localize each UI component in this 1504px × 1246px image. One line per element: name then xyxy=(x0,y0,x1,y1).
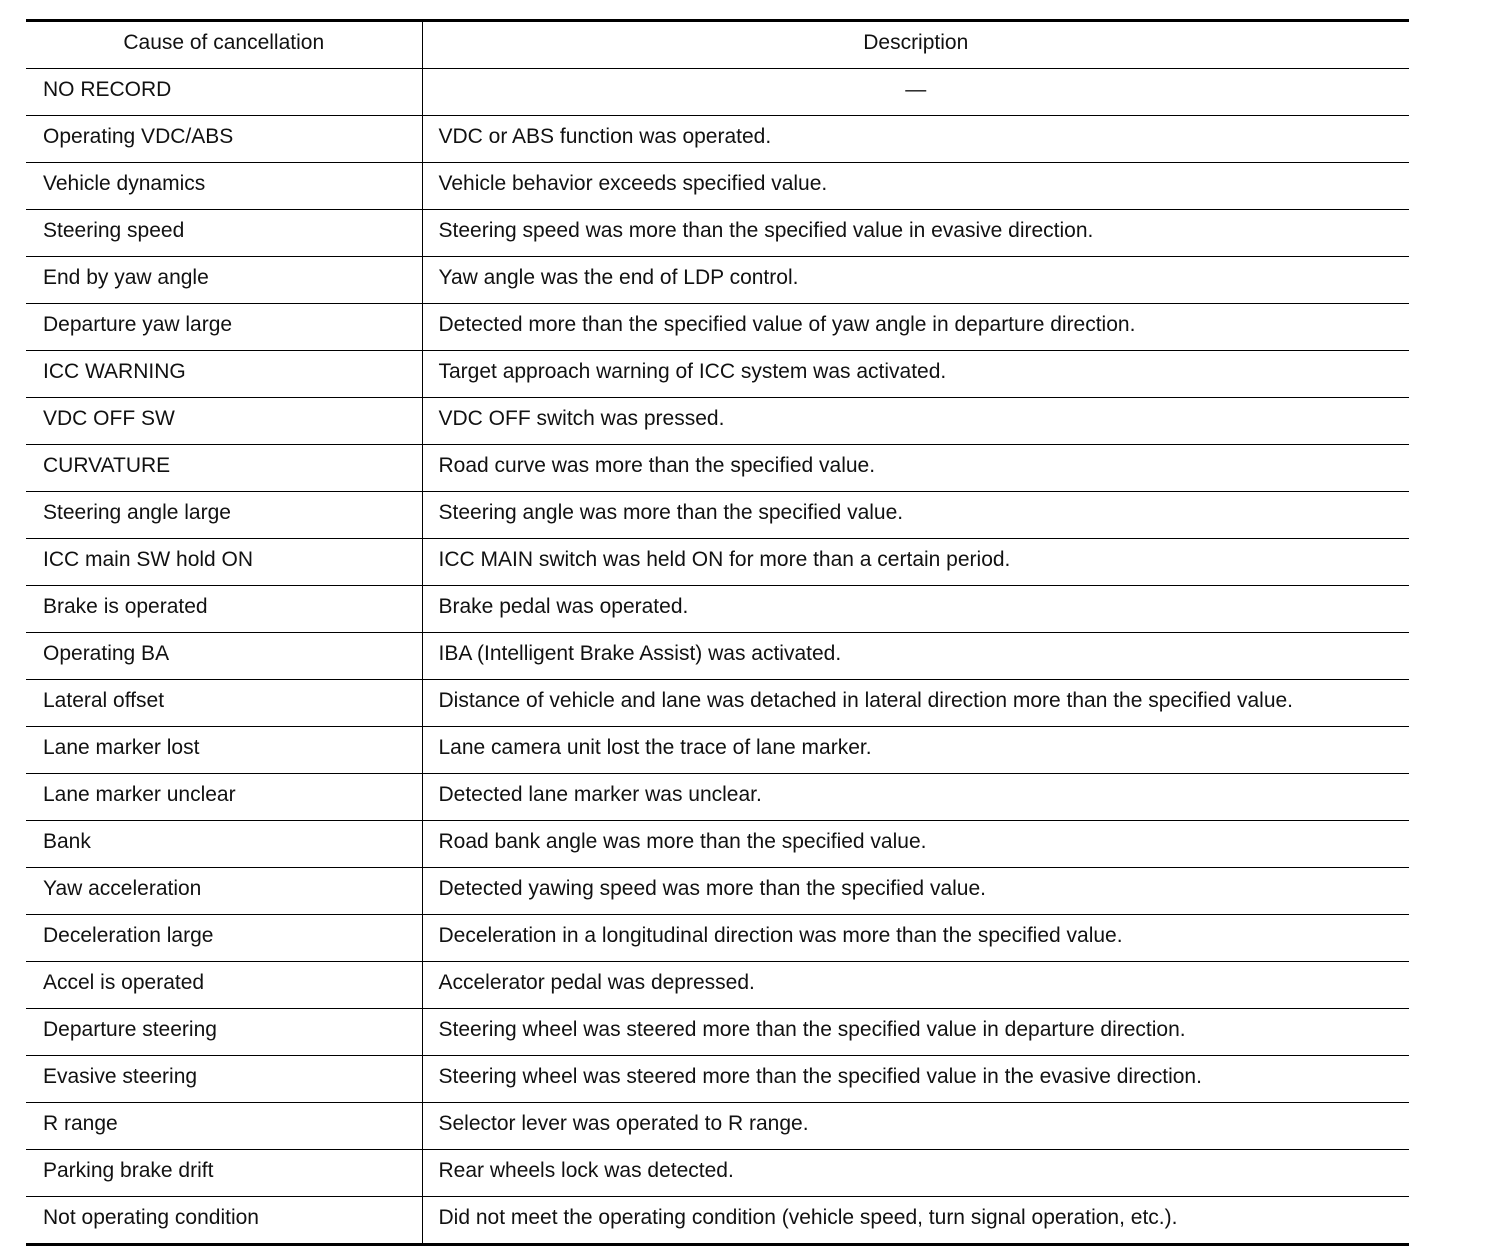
description-cell: Brake pedal was operated. xyxy=(422,586,1409,633)
cause-cell: Lane marker unclear xyxy=(26,774,422,821)
cause-cell: Deceleration large xyxy=(26,915,422,962)
description-cell: IBA (Intelligent Brake Assist) was activated. xyxy=(422,633,1409,680)
cause-cell: Vehicle dynamics xyxy=(26,163,422,210)
cause-cell: Departure yaw large xyxy=(26,304,422,351)
description-cell: Vehicle behavior exceeds specified value. xyxy=(422,163,1409,210)
description-cell: Selector lever was operated to R range. xyxy=(422,1103,1409,1150)
description-cell: Steering angle was more than the specified value. xyxy=(422,492,1409,539)
description-cell: Steering wheel was steered more than the specified value in departure direction. xyxy=(422,1009,1409,1056)
table-row xyxy=(26,633,1409,680)
description-cell: Detected lane marker was unclear. xyxy=(422,774,1409,821)
description-cell: Deceleration in a longitudinal direction was more than the specified value. xyxy=(422,915,1409,962)
table-row xyxy=(26,1197,1409,1245)
table-row xyxy=(26,680,1409,727)
cause-cell: Steering angle large xyxy=(26,492,422,539)
header-description: Description xyxy=(422,21,1409,69)
cause-cell: End by yaw angle xyxy=(26,257,422,304)
cause-cell: Brake is operated xyxy=(26,586,422,633)
table-row xyxy=(26,774,1409,821)
cause-cell: R range xyxy=(26,1103,422,1150)
cause-cell: Departure steering xyxy=(26,1009,422,1056)
table-row xyxy=(26,821,1409,868)
description-cell: Lane camera unit lost the trace of lane marker. xyxy=(422,727,1409,774)
table-header-row xyxy=(26,21,1409,69)
table-row xyxy=(26,1056,1409,1103)
description-cell: Detected more than the specified value of yaw angle in departure direction. xyxy=(422,304,1409,351)
table-row xyxy=(26,868,1409,915)
description-cell: VDC or ABS function was operated. xyxy=(422,116,1409,163)
cause-cell: ICC main SW hold ON xyxy=(26,539,422,586)
cause-cell: Operating BA xyxy=(26,633,422,680)
header-cause: Cause of cancellation xyxy=(26,21,422,69)
table-row xyxy=(26,1009,1409,1056)
description-cell: ICC MAIN switch was held ON for more than a certain period. xyxy=(422,539,1409,586)
table-row xyxy=(26,163,1409,210)
cause-cell: Operating VDC/ABS xyxy=(26,116,422,163)
table-row xyxy=(26,962,1409,1009)
cause-cell: ICC WARNING xyxy=(26,351,422,398)
description-cell: Distance of vehicle and lane was detached in lateral direction more than the specified value. xyxy=(422,680,1409,727)
table-row xyxy=(26,398,1409,445)
table-row xyxy=(26,351,1409,398)
cancellation-cause-table xyxy=(26,19,1409,1246)
cause-cell: Evasive steering xyxy=(26,1056,422,1103)
description-cell: Accelerator pedal was depressed. xyxy=(422,962,1409,1009)
description-cell: Did not meet the operating condition (vehicle speed, turn signal operation, etc.). xyxy=(438,1206,1178,1230)
cause-cell: Lane marker lost xyxy=(26,727,422,774)
cause-cell: Not operating condition xyxy=(26,1197,422,1245)
description-cell: Target approach warning of ICC system was activated. xyxy=(422,351,1409,398)
description-cell: Steering speed was more than the specified value in evasive direction. xyxy=(422,210,1409,257)
table-row xyxy=(26,727,1409,774)
cause-cell: Lateral offset xyxy=(26,680,422,727)
cause-cell: Bank xyxy=(26,821,422,868)
cause-cell: Accel is operated xyxy=(26,962,422,1009)
table-row xyxy=(26,210,1409,257)
table-row xyxy=(26,586,1409,633)
table-row xyxy=(26,69,1409,116)
table-row xyxy=(26,492,1409,539)
cause-cell: Parking brake drift xyxy=(26,1150,422,1197)
cause-cell: CURVATURE xyxy=(26,445,422,492)
table-row xyxy=(26,1150,1409,1197)
description-cell: Rear wheels lock was detected. xyxy=(422,1150,1409,1197)
table-row xyxy=(26,1103,1409,1150)
description-cell: Yaw angle was the end of LDP control. xyxy=(422,257,1409,304)
description-cell: Road curve was more than the specified value. xyxy=(422,445,1409,492)
cause-cell: NO RECORD xyxy=(26,69,422,116)
description-cell: VDC OFF switch was pressed. xyxy=(422,398,1409,445)
cause-cell: VDC OFF SW xyxy=(26,398,422,445)
description-cell: Road bank angle was more than the specified value. xyxy=(422,821,1409,868)
table-row xyxy=(26,116,1409,163)
table-row xyxy=(26,304,1409,351)
table-row xyxy=(26,915,1409,962)
description-cell: — xyxy=(422,69,1409,116)
description-cell: Steering wheel was steered more than the specified value in the evasive direction. xyxy=(422,1056,1409,1103)
cause-cell: Yaw acceleration xyxy=(26,868,422,915)
table-row xyxy=(26,445,1409,492)
description-cell: Detected yawing speed was more than the specified value. xyxy=(422,868,1409,915)
cause-cell: Steering speed xyxy=(26,210,422,257)
table-row xyxy=(26,257,1409,304)
table-row xyxy=(26,539,1409,586)
